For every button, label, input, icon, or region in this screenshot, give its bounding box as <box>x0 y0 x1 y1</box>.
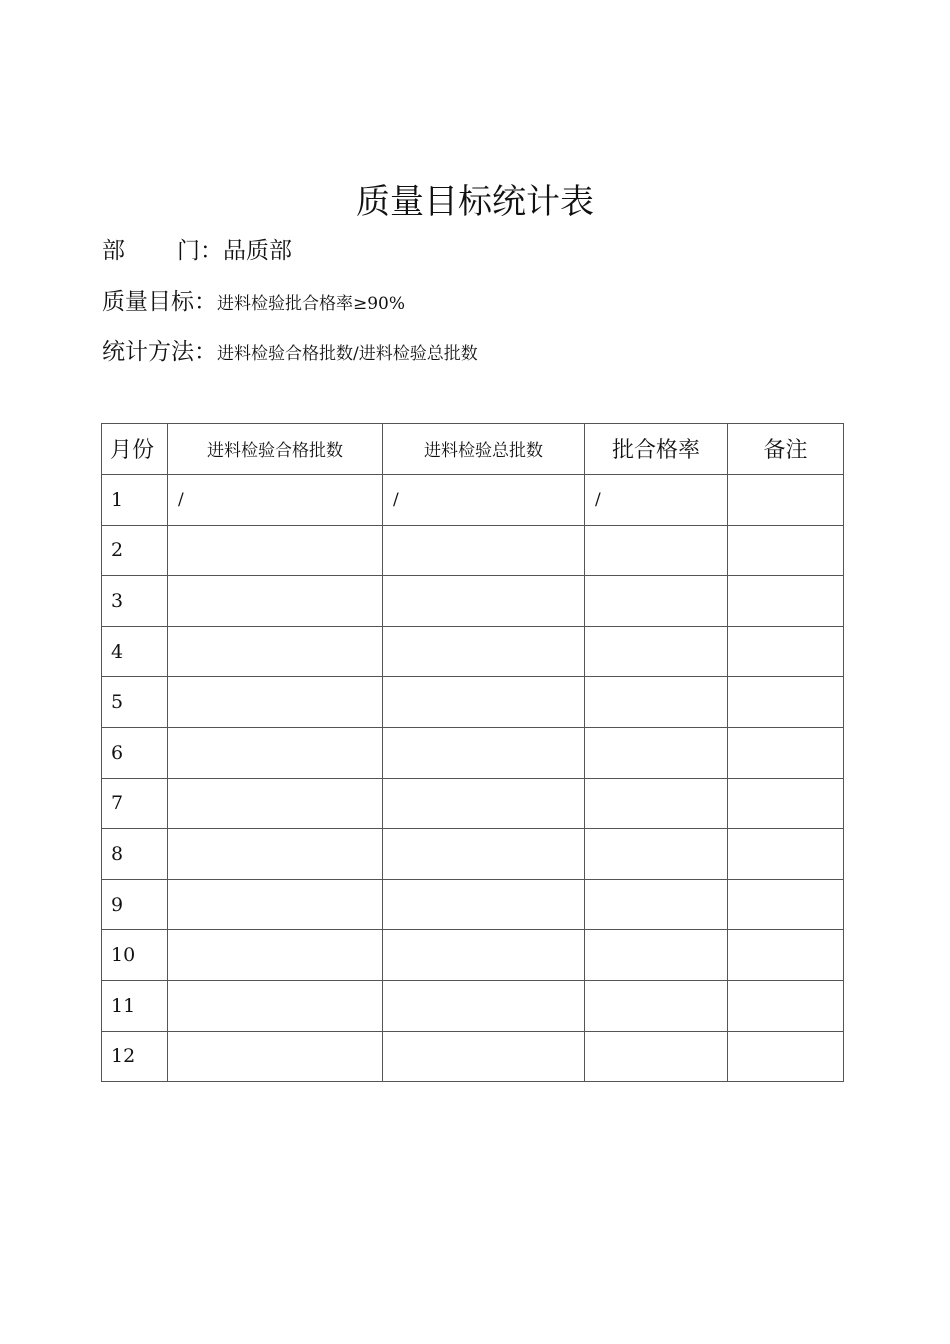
pass-rate-cell[interactable] <box>585 576 728 627</box>
month-cell: 12 <box>102 1031 168 1082</box>
method-label: 统计方法： <box>102 339 217 365</box>
remarks-cell[interactable] <box>728 626 844 677</box>
remarks-cell[interactable] <box>728 474 844 525</box>
qualified-batches-cell[interactable] <box>168 1031 383 1082</box>
header-remarks: 备注 <box>728 424 844 475</box>
pass-rate-cell[interactable] <box>585 727 728 778</box>
quality-goal-value: 进料检验批合格率≥90% <box>217 294 406 314</box>
table-row <box>102 778 844 829</box>
table-row <box>102 525 844 576</box>
header-total-batches: 进料检验总批数 <box>383 424 585 475</box>
total-batches-cell[interactable]: / <box>383 474 585 525</box>
month-cell: 6 <box>102 727 168 778</box>
remarks-cell[interactable] <box>728 1031 844 1082</box>
month-cell: 5 <box>102 677 168 728</box>
remarks-cell[interactable] <box>728 525 844 576</box>
total-batches-cell[interactable] <box>383 829 585 880</box>
table-row <box>102 677 844 728</box>
pass-rate-cell[interactable] <box>585 879 728 930</box>
remarks-cell[interactable] <box>728 829 844 880</box>
table-row <box>102 980 844 1031</box>
table-header-row <box>102 424 844 475</box>
remarks-cell[interactable] <box>728 879 844 930</box>
table-row <box>102 576 844 627</box>
department-field <box>102 232 292 265</box>
page-title: 质量目标统计表 <box>356 182 594 222</box>
total-batches-cell[interactable] <box>383 727 585 778</box>
pass-rate-cell[interactable] <box>585 778 728 829</box>
department-label-a: 部 <box>102 238 125 264</box>
quality-goal-label: 质量目标： <box>102 289 217 315</box>
pass-rate-cell[interactable] <box>585 1031 728 1082</box>
month-cell: 3 <box>102 576 168 627</box>
month-cell: 4 <box>102 626 168 677</box>
remarks-cell[interactable] <box>728 980 844 1031</box>
quality-goal-field <box>102 283 405 316</box>
department-value: 品质部 <box>223 238 292 264</box>
header-pass-rate: 批合格率 <box>585 424 728 475</box>
qualified-batches-cell[interactable] <box>168 778 383 829</box>
qualified-batches-cell[interactable]: / <box>168 474 383 525</box>
remarks-cell[interactable] <box>728 727 844 778</box>
table-row <box>102 829 844 880</box>
quality-stats-table <box>101 423 844 1082</box>
total-batches-cell[interactable] <box>383 626 585 677</box>
pass-rate-cell[interactable] <box>585 930 728 981</box>
total-batches-cell[interactable] <box>383 930 585 981</box>
remarks-cell[interactable] <box>728 576 844 627</box>
pass-rate-cell[interactable] <box>585 677 728 728</box>
qualified-batches-cell[interactable] <box>168 576 383 627</box>
total-batches-cell[interactable] <box>383 778 585 829</box>
table-row <box>102 626 844 677</box>
qualified-batches-cell[interactable] <box>168 626 383 677</box>
month-cell: 1 <box>102 474 168 525</box>
month-cell: 8 <box>102 829 168 880</box>
method-value: 进料检验合格批数/进料检验总批数 <box>217 344 478 364</box>
department-label-b: 门： <box>177 238 223 264</box>
total-batches-cell[interactable] <box>383 576 585 627</box>
pass-rate-cell[interactable] <box>585 626 728 677</box>
table-row <box>102 879 844 930</box>
pass-rate-cell[interactable] <box>585 980 728 1031</box>
remarks-cell[interactable] <box>728 778 844 829</box>
month-cell: 10 <box>102 930 168 981</box>
table-row <box>102 1031 844 1082</box>
table-row <box>102 930 844 981</box>
method-field <box>102 333 478 366</box>
qualified-batches-cell[interactable] <box>168 525 383 576</box>
remarks-cell[interactable] <box>728 677 844 728</box>
qualified-batches-cell[interactable] <box>168 727 383 778</box>
pass-rate-cell[interactable]: / <box>585 474 728 525</box>
total-batches-cell[interactable] <box>383 980 585 1031</box>
header-qualified-batches: 进料检验合格批数 <box>168 424 383 475</box>
qualified-batches-cell[interactable] <box>168 980 383 1031</box>
total-batches-cell[interactable] <box>383 1031 585 1082</box>
total-batches-cell[interactable] <box>383 879 585 930</box>
month-cell: 7 <box>102 778 168 829</box>
qualified-batches-cell[interactable] <box>168 930 383 981</box>
header-month: 月份 <box>102 424 168 475</box>
table-row <box>102 727 844 778</box>
qualified-batches-cell[interactable] <box>168 829 383 880</box>
pass-rate-cell[interactable] <box>585 829 728 880</box>
remarks-cell[interactable] <box>728 930 844 981</box>
pass-rate-cell[interactable] <box>585 525 728 576</box>
total-batches-cell[interactable] <box>383 677 585 728</box>
month-cell: 9 <box>102 879 168 930</box>
total-batches-cell[interactable] <box>383 525 585 576</box>
table-row <box>102 474 844 525</box>
month-cell: 11 <box>102 980 168 1031</box>
qualified-batches-cell[interactable] <box>168 677 383 728</box>
month-cell: 2 <box>102 525 168 576</box>
qualified-batches-cell[interactable] <box>168 879 383 930</box>
